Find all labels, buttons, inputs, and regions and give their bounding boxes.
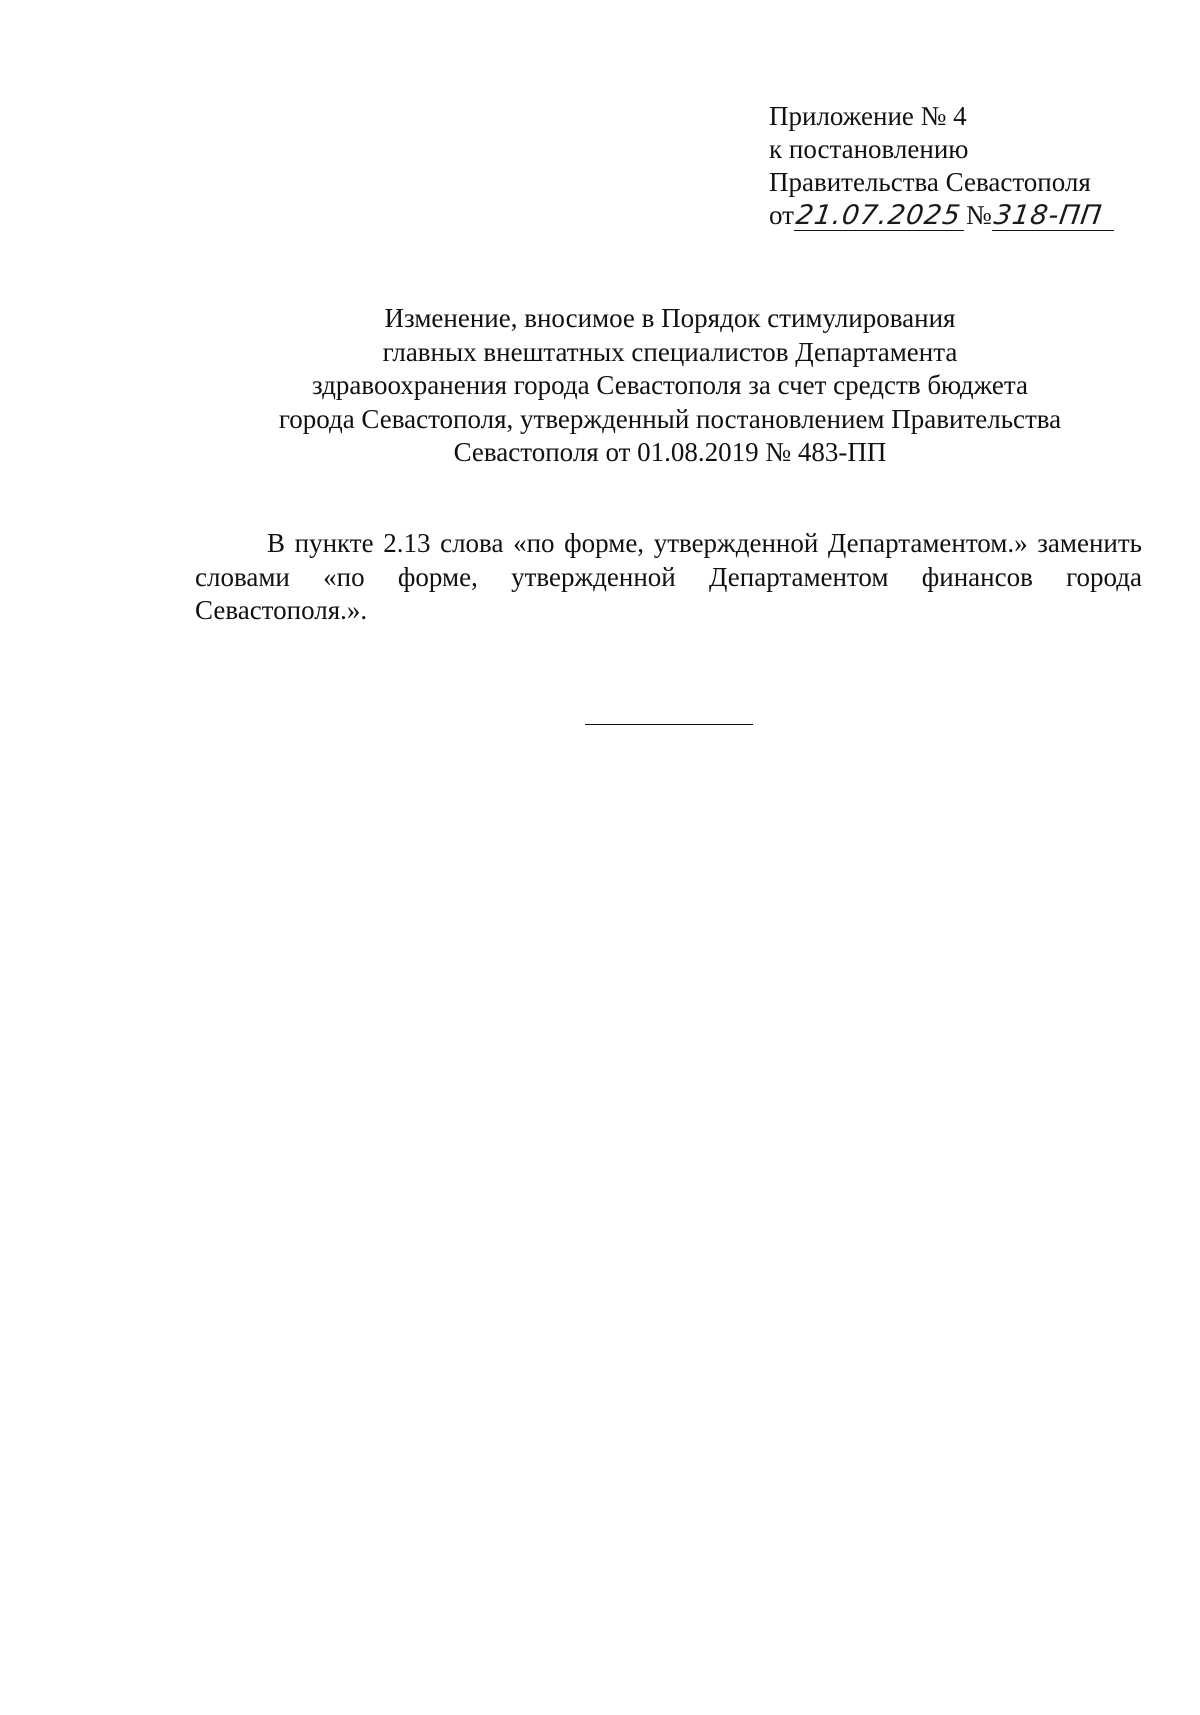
handwritten-number: 318-ПП	[992, 202, 1118, 231]
title-line-2: главных внештатных специалистов Департамента	[382, 336, 958, 367]
handwritten-date: 21.07.2025	[794, 202, 968, 231]
title-line-1: Изменение, вносимое в Порядок стимулирования	[384, 303, 956, 333]
title-line-5: Севастополя от 01.08.2019 № 483-ПП	[453, 437, 887, 467]
title-line-4: города Севастополя, утвержденный постановлением Правительства	[278, 403, 1062, 434]
appendix-date-number-line	[769, 199, 1116, 232]
from-label: от	[769, 200, 794, 230]
appendix-title: Приложение № 4	[769, 101, 967, 131]
document-title	[200, 302, 1140, 470]
appendix-authority: Правительства Севастополя	[769, 167, 1091, 197]
end-divider	[585, 724, 753, 725]
title-line-3: здравоохранения города Севастополя за счет средств бюджета	[312, 370, 1028, 400]
body-paragraph: В пункте 2.13 слова «по форме, утвержденной Департаментом.» заменить словами «по форме, утвержденной Департаментом финансов города Севастополя.».	[195, 528, 1142, 625]
appendix-reference: к постановлению	[769, 134, 969, 164]
appendix-header	[769, 100, 1169, 232]
number-label: №	[965, 200, 992, 230]
